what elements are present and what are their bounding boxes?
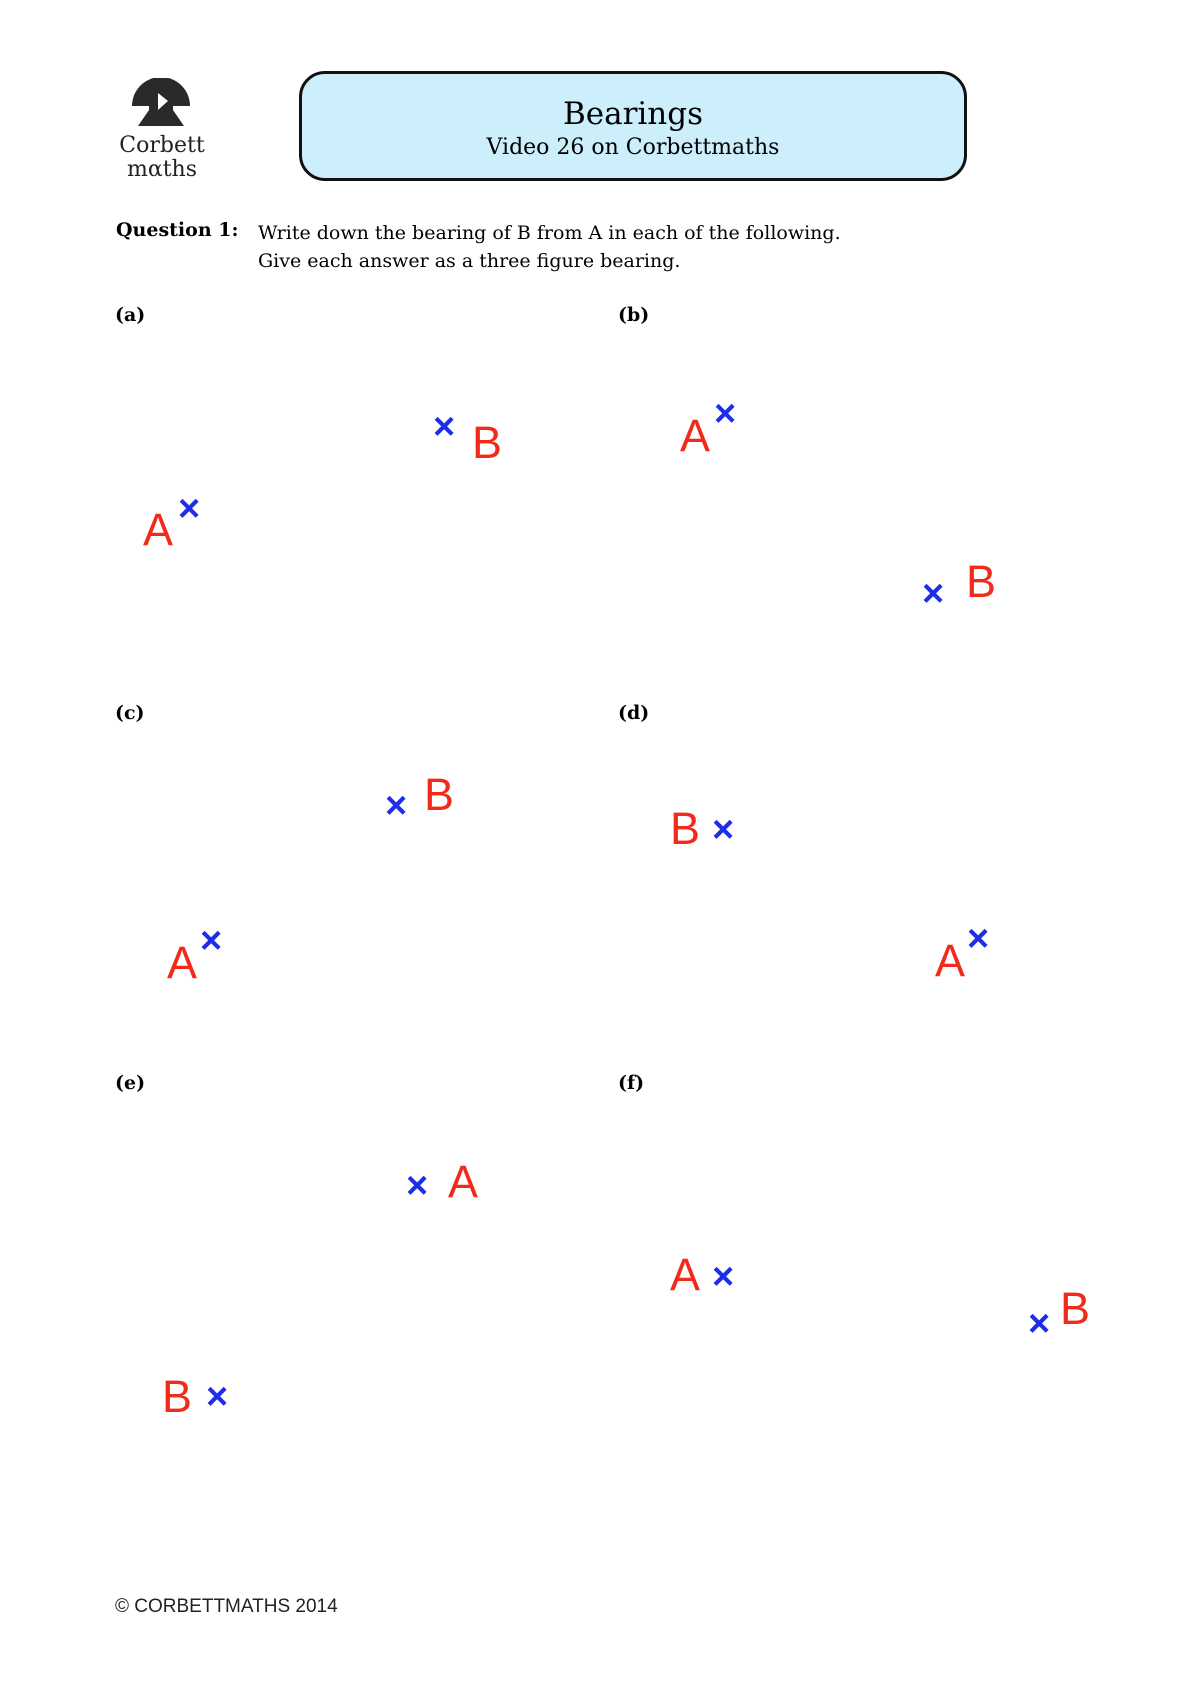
part-a-cross-a: × [178, 488, 201, 530]
part-f-letter-a: A [670, 1249, 701, 1300]
part-b-letter-a: A [680, 410, 711, 461]
part-f-cross-a: × [712, 1256, 735, 1298]
part-b-letter-b: B [966, 556, 997, 607]
part-b-cross-b: × [922, 573, 945, 615]
part-d-cross-a: × [967, 918, 990, 960]
title-box [299, 71, 967, 181]
logo-text-line2: mαths [126, 157, 198, 182]
logo-emblem-icon [126, 78, 196, 134]
part-f-label: (f) [618, 1072, 645, 1094]
question-line-1: Write down the bearing of B from A in each of the following. [258, 222, 841, 244]
part-e-letter-a: A [448, 1156, 479, 1207]
part-b-label: (b) [618, 304, 650, 326]
part-c-letter-a: A [167, 937, 198, 988]
part-a-letter-b: B [472, 417, 503, 468]
copyright-footer: © CORBETTMATHS 2014 [115, 1596, 338, 1617]
part-a-label: (a) [115, 304, 146, 326]
page-title: Bearings [562, 96, 704, 132]
question-text [258, 219, 841, 275]
question-line-2: Give each answer as a three figure bearing. [258, 250, 681, 272]
page-subtitle: Video 26 on Corbettmaths [486, 135, 780, 160]
part-f-letter-b: B [1060, 1283, 1091, 1334]
part-e-cross-a: × [406, 1165, 429, 1207]
corbettmaths-logo [112, 78, 212, 188]
part-d-letter-b: B [670, 803, 701, 854]
part-b-cross-a: × [714, 393, 737, 435]
part-e-cross-b: × [206, 1376, 229, 1418]
logo-text-line1: Corbett [119, 133, 205, 158]
part-e-label: (e) [115, 1072, 146, 1094]
part-c-cross-a: × [200, 920, 223, 962]
part-c-label: (c) [115, 702, 145, 724]
part-c-letter-b: B [424, 769, 455, 820]
part-d-label: (d) [618, 702, 650, 724]
part-f-cross-b: × [1028, 1303, 1051, 1345]
part-c-cross-b: × [385, 785, 408, 827]
question-label: Question 1: [116, 219, 239, 241]
part-a-letter-a: A [143, 504, 174, 555]
part-d-letter-a: A [935, 935, 966, 986]
part-a-cross-b: × [433, 406, 456, 448]
part-e-letter-b: B [162, 1371, 193, 1422]
part-d-cross-b: × [712, 809, 735, 851]
